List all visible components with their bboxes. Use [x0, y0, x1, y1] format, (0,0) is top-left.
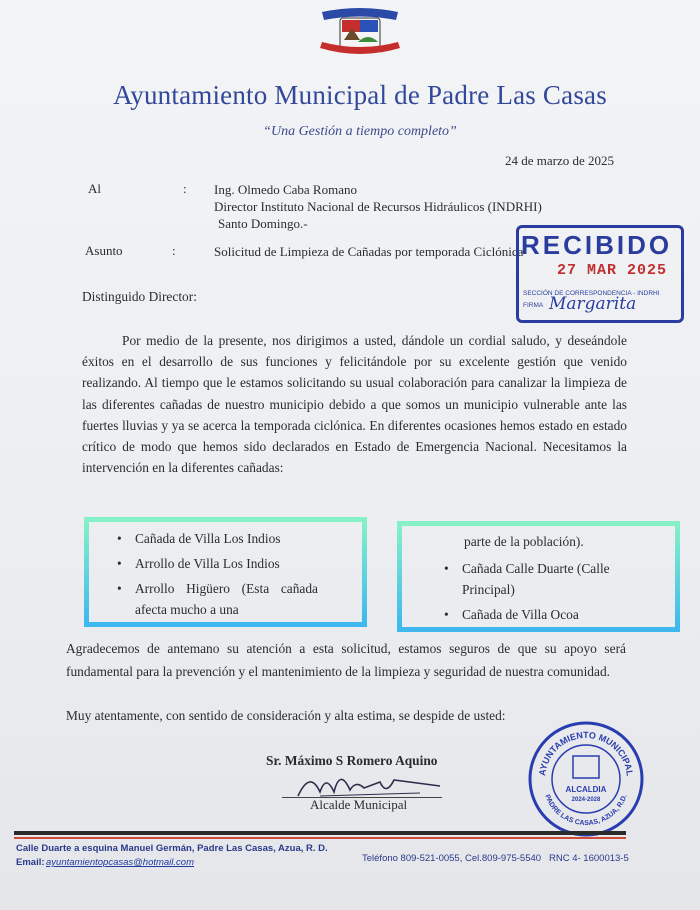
subject-text: Solicitud de Limpieza de Cañadas por temporada Ciclónica: [214, 244, 524, 259]
recipient-position: Director Instituto Nacional de Recursos Hidráulicos (INDRHI): [214, 199, 542, 214]
recipient-label: Al: [88, 181, 101, 196]
right-list-box: [397, 521, 680, 632]
footer-email-link[interactable]: ayuntamientopcasas@hotmail.com: [46, 857, 194, 868]
stamp-ring-bottom: PADRE LAS CASAS, AZUA, R.D.: [543, 793, 629, 828]
recipient-colon: :: [183, 181, 187, 196]
list-continuation: parte de la población).: [464, 534, 584, 549]
farewell: Muy atentamente, con sentido de consideración y alta estima, se despide de usted:: [66, 708, 506, 723]
stamp-date: 27 MAR 2025: [557, 262, 668, 279]
bullet-icon: •: [117, 556, 122, 571]
received-stamp: [516, 225, 684, 323]
footer-phones: Teléfono 809-521-0055, Cel.809-975-5540: [362, 853, 542, 864]
greeting: Distinguido Director:: [82, 289, 197, 304]
svg-text:AYUNTAMIENTO MUNICIPAL: [537, 730, 635, 777]
motto: “Una Gestión a tiempo completo”: [263, 124, 457, 139]
list-item: • Arrollo Higüero (Esta cañada afecta mucho a una: [113, 578, 318, 620]
signer-role: Alcalde Municipal: [310, 797, 408, 812]
list-item: • Arrollo de Villa Los Indios: [113, 553, 318, 574]
subject-colon: :: [172, 243, 176, 258]
bullet-icon: •: [444, 607, 449, 622]
list-item: • Cañada Calle Duarte (Calle Principal): [440, 558, 640, 600]
stamp-years: 2024-2028: [571, 797, 601, 803]
footer-email-label: Email:: [16, 857, 45, 868]
recipient-name: Ing. Olmedo Caba Romano: [214, 182, 357, 197]
letter-date: 24 de marzo de 2025: [505, 153, 615, 168]
stamp-title: RECIBIDO: [521, 230, 673, 260]
footer-address: Calle Duarte a esquina Manuel Germán, Padre Las Casas, Azua, R. D.: [16, 843, 328, 854]
subject-label: Asunto: [85, 243, 123, 258]
stamp-center: ALCALDIA: [565, 785, 607, 794]
municipal-seal-logo: [318, 6, 402, 58]
body-paragraph: Por medio de la presente, nos dirigimos a usted, dándole un cordial saludo, y deseándole éxitos en el desarrollo de sus funciones y felicitándole por su excelente gestión que venido realizando. Al tiempo que le estamos solicitando su usual colaboración para canalizar la limpieza de las diferentes cañadas de nuestro municipio debido a que somos un municipio vulnerable ante las fuertes lluvias y ya se acerca la temporada ciclónica. En diferentes ocasiones hemos estado en estado crítico de modo que hemos sido declarados en Estado de Emergencia Nacional. Necesitamos la intervención en la diferentes cañadas:: [82, 333, 627, 476]
footer-rule-accent: [14, 837, 626, 839]
official-round-stamp: [527, 720, 645, 838]
footer-rule: [14, 831, 626, 835]
list-item: • Cañada de Villa Los Indios: [113, 528, 318, 549]
bullet-icon: •: [117, 531, 122, 546]
footer-rnc: RNC 4- 1600013-5: [549, 853, 629, 864]
left-list-box: [84, 517, 367, 627]
stamp-ring-top: AYUNTAMIENTO MUNICIPAL: [537, 730, 635, 777]
signer-name: Sr. Máximo S Romero Aquino: [266, 753, 438, 768]
page-title: Ayuntamiento Municipal de Padre Las Casas: [113, 80, 607, 110]
stamp-signature: Margarita: [549, 294, 637, 314]
bullet-icon: •: [117, 581, 122, 596]
stamp-section: SECCIÓN DE CORRESPONDENCIA - INDRHI: [523, 290, 660, 297]
left-list: [113, 528, 318, 620]
bullet-icon: •: [444, 561, 449, 576]
right-list: [440, 558, 640, 625]
stamp-firma-label: FIRMA: [523, 302, 544, 309]
list-item: • Cañada de Villa Ocoa: [440, 604, 640, 625]
recipient-city: Santo Domingo.-: [218, 216, 308, 231]
closing-paragraph: Agradecemos de antemano su atención a esta solicitud, estamos seguros de que su apoyo será fundamental para la prevención y el mantenimiento de la limpieza y seguridad de nuestra comunidad.: [66, 641, 626, 679]
